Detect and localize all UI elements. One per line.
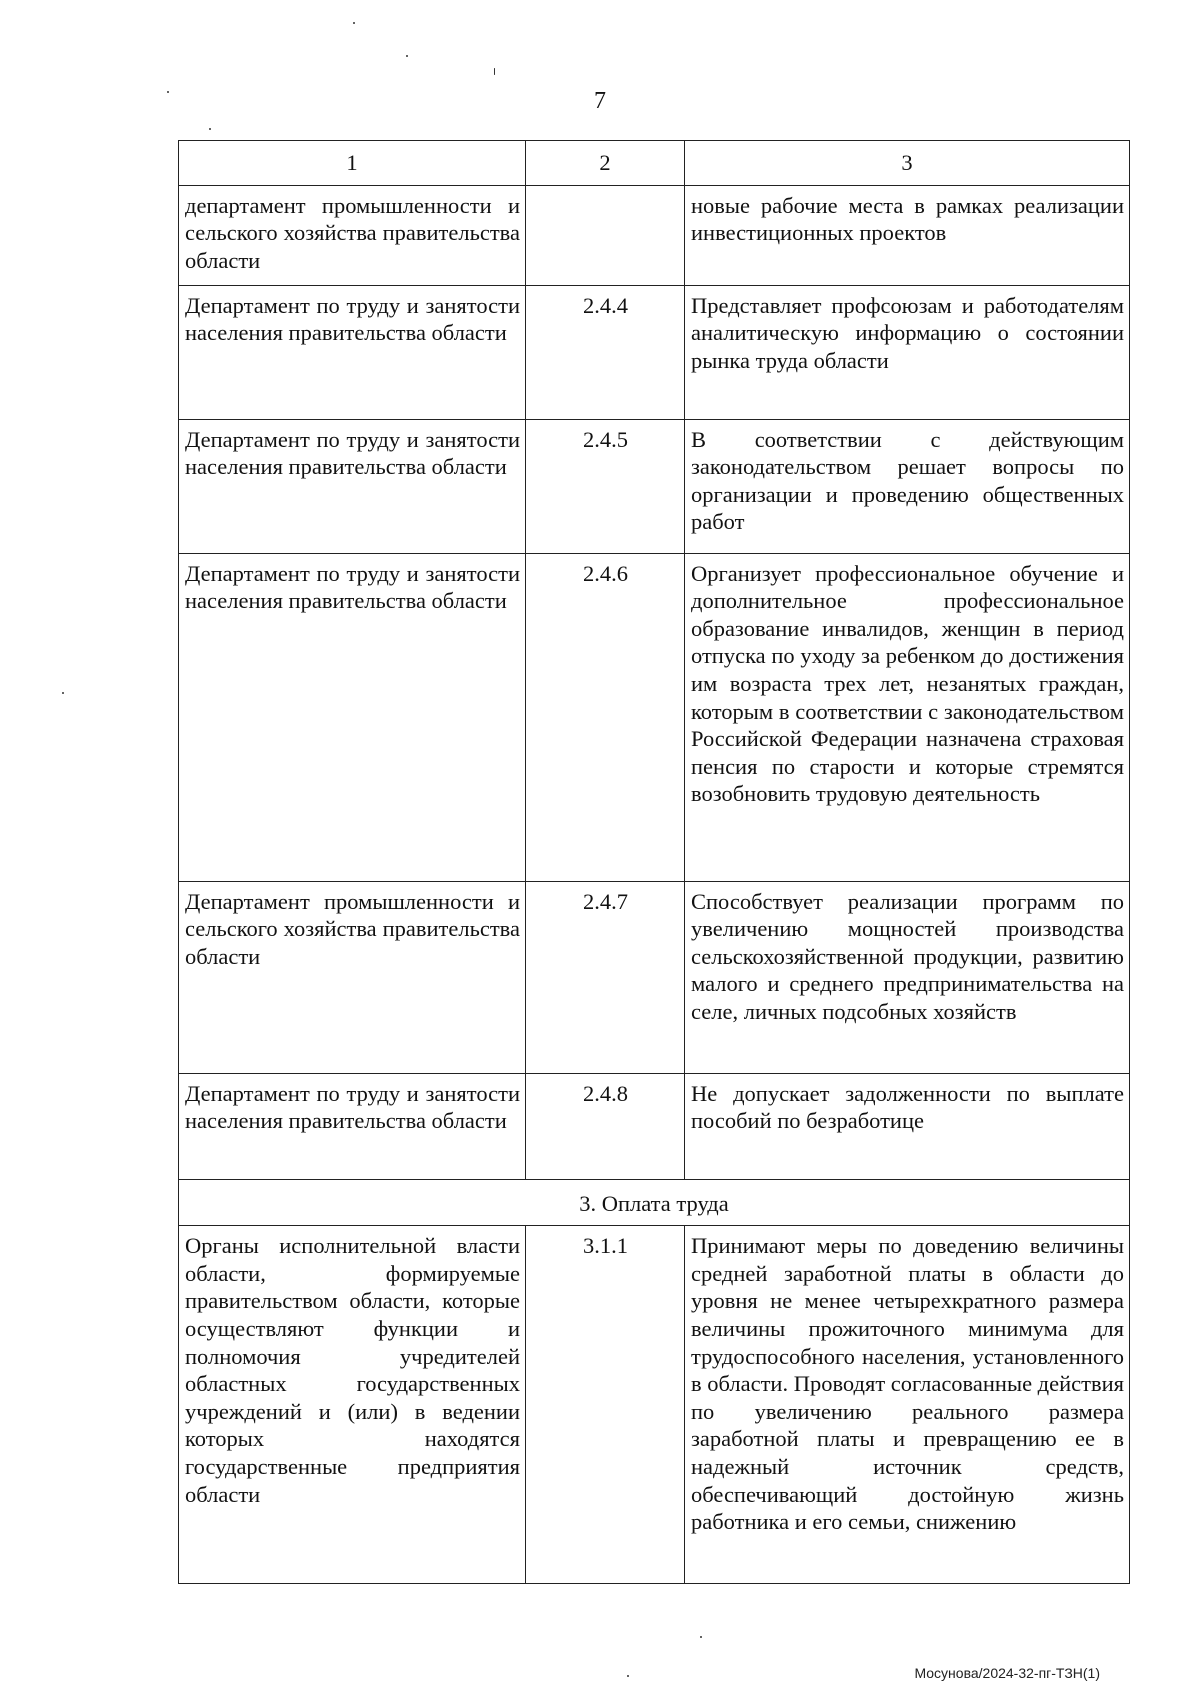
- table-row: [179, 881, 1130, 1073]
- obligation-text-cell: новые рабочие места в рамках реализации инвестиционных проектов: [685, 185, 1130, 285]
- table-row: [179, 553, 1130, 881]
- responsible-body-cell: Департамент по труду и занятости населения правительства области: [179, 419, 526, 553]
- responsible-body-cell: Департамент по труду и занятости населения правительства области: [179, 285, 526, 419]
- page-number: 7: [594, 88, 606, 114]
- obligation-text-cell: Не допускает задолженности по выплате пособий по безработице: [685, 1073, 1130, 1179]
- table-row: [179, 419, 1130, 553]
- item-number-cell: 2.4.7: [526, 881, 685, 1073]
- scan-speck: [406, 55, 408, 57]
- scan-speck: [700, 1636, 702, 1638]
- section-heading-row: [179, 1179, 1130, 1226]
- item-number-cell: 3.1.1: [526, 1226, 685, 1584]
- obligation-text-cell: Организует профессиональное обучение и дополнительное профессиональное образование инвалидов, женщин в период отпуска по уходу за ребенком до достижения им возраста трех лет, незанятых граждан, которым в соответствии с законодательством Российской Федерации назначена страховая пенсия по старости и которые стремятся возобновить трудовую деятельность: [685, 553, 1130, 881]
- column-header-1: 1: [179, 141, 526, 186]
- table-row: [179, 285, 1130, 419]
- table-row: [179, 1073, 1130, 1179]
- responsible-body-cell: Департамент промышленности и сельского хозяйства правительства области: [179, 881, 526, 1073]
- section-heading: 3. Оплата труда: [179, 1179, 1130, 1226]
- table-row: [179, 185, 1130, 285]
- item-number-cell: 2.4.6: [526, 553, 685, 881]
- scan-speck: [209, 128, 211, 130]
- table-row: [179, 1226, 1130, 1584]
- table-header-row: [179, 141, 1130, 186]
- obligation-text-cell: Представляет профсоюзам и работодателям аналитическую информацию о состоянии рынка труда области: [685, 285, 1130, 419]
- obligation-text-cell: Способствует реализации программ по увеличению мощностей производства сельскохозяйственной продукции, развитию малого и среднего предпринимательства на селе, личных подсобных хозяйств: [685, 881, 1130, 1073]
- responsible-body-cell: Департамент по труду и занятости населения правительства области: [179, 1073, 526, 1179]
- document-table: [178, 140, 1130, 1584]
- scan-speck: [167, 91, 169, 93]
- scan-speck: [353, 22, 355, 24]
- column-header-2: 2: [526, 141, 685, 186]
- document-reference-footer: Мосунова/2024-32-пг-ТЗН(1): [914, 1665, 1100, 1681]
- scan-speck: [494, 68, 495, 75]
- scan-speck: [627, 1675, 629, 1677]
- responsible-body-cell: департамент промышленности и сельского хозяйства правительства области: [179, 185, 526, 285]
- obligation-text-cell: Принимают меры по доведению величины средней заработной платы в области до уровня не менее четырехкратного размера величины прожиточного минимума для трудоспособного населения, установленного в области. Проводят согласованные действия по увеличению реального размера заработной платы и превращению ее в надежный источник средств, обеспечивающий достойную жизнь работника и его семьи, снижению: [685, 1226, 1130, 1584]
- responsible-body-cell: Департамент по труду и занятости населения правительства области: [179, 553, 526, 881]
- item-number-cell: 2.4.5: [526, 419, 685, 553]
- item-number-cell: 2.4.8: [526, 1073, 685, 1179]
- column-header-3: 3: [685, 141, 1130, 186]
- item-number-cell: [526, 185, 685, 285]
- obligation-text-cell: В соответствии с действующим законодательством решает вопросы по организации и проведению общественных работ: [685, 419, 1130, 553]
- scan-speck: [62, 692, 64, 694]
- responsible-body-cell: Органы исполнительной власти области, формируемые правительством области, которые осуществляют функции и полномочия учредителей областных государственных учреждений и (или) в ведении которых находятся государственные предприятия области: [179, 1226, 526, 1584]
- item-number-cell: 2.4.4: [526, 285, 685, 419]
